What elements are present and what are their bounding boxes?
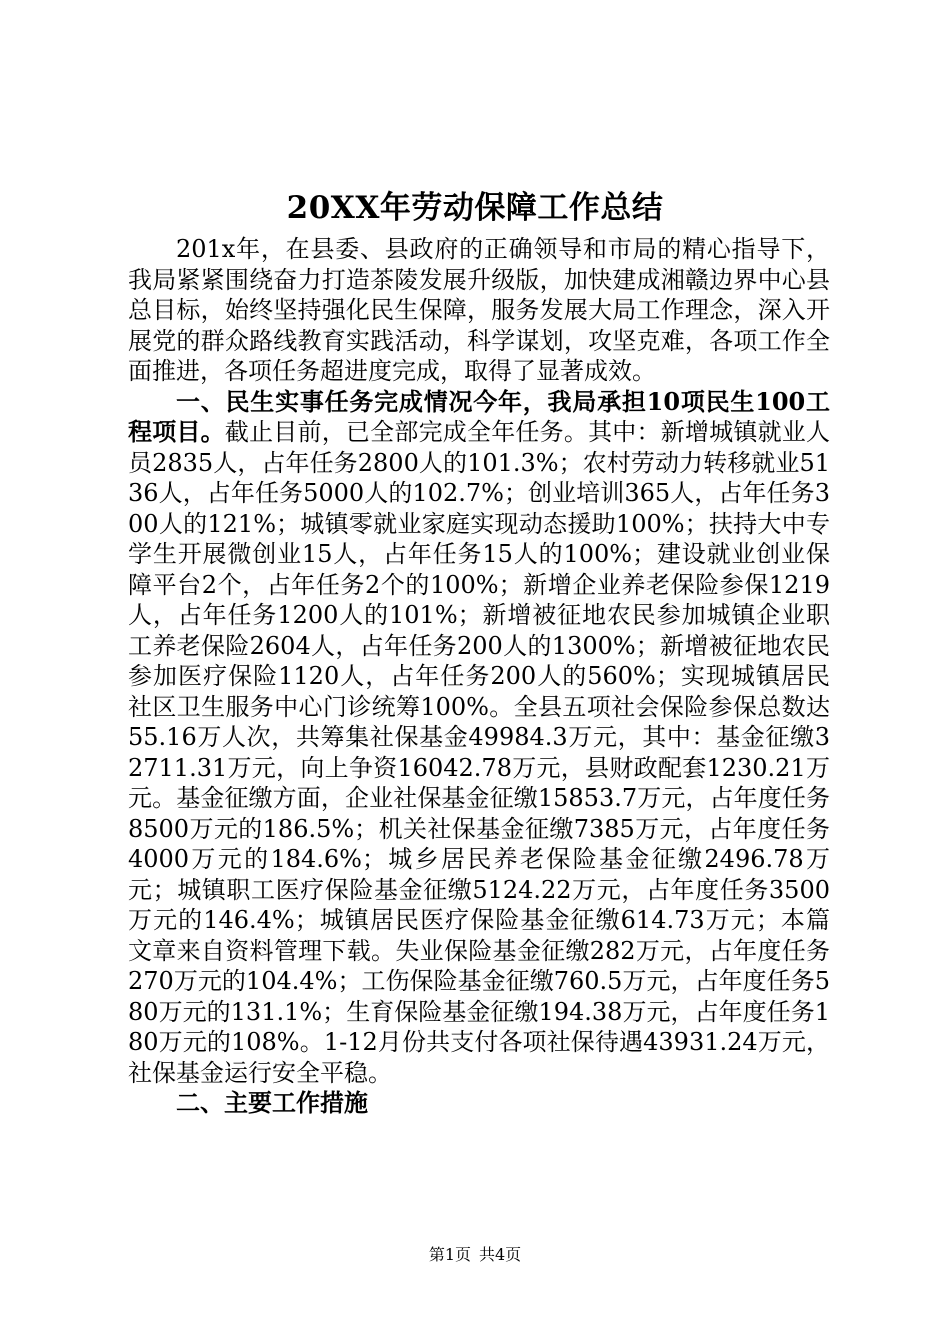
page-footer xyxy=(0,1244,950,1266)
document-body xyxy=(128,234,830,1119)
section1-body: 截止目前，已全部完成全年任务。其中：新增城镇就业人员2835人，占年任务2800人的101.3%；农村劳动力转移就业5136人，占年任务5000人的102.7%；创业培训365人，占年任务300人的121%；城镇零就业家庭实现动态援助100%；扶持大中专学生开展微创业15人，占年任务15人的100%；建设就业创业保障平台2个，占年任务2个的100%；新增企业养老保险参保1219人，占年任务1200人的101%；新增被征地农民参加城镇企业职工养老保险2604人，占年任务200人的1300%；新增被征地农民参加医疗保险1120人，占年任务200人的560%；实现城镇居民社区卫生服务中心门诊统筹100%。全县五项社会保险参保总数达55.16万人次，共筹集社保基金49984.3万元，其中：基金征缴32711.31万元，向上争资16042.78万元，县财政配套1230.21万元。基金征缴方面，企业社保基金征缴15853.7万元，占年度任务8500万元的186.5%；机关社保基金征缴7385万元，占年度任务4000万元的184.6%；城乡居民养老保险基金征缴2496.78万元；城镇职工医疗保险基金征缴5124.22万元，占年度任务3500万元的146.4%；城镇居民医疗保险基金征缴614.73万元；本篇文章来自资料管理下载。失业保险基金征缴282万元，占年度任务270万元的104.4%；工伤保险基金征缴760.5万元，占年度任务580万元的131.1%；生育保险基金征缴194.38万元，占年度任务180万元的108%。1-12月份共支付各项社保待遇43931.24万元，社保基金运行安全平稳。 xyxy=(128,418,831,1087)
section1-paragraph xyxy=(128,387,830,1089)
page-total: 共4页 xyxy=(479,1245,522,1264)
section2-heading: 二、主要工作措施 xyxy=(176,1088,368,1117)
section1-lead: 一、民生实事任务完成情况今年，我局承担10项民生100工程项目。 xyxy=(128,386,830,446)
page-title: 20XX年劳动保障工作总结 xyxy=(286,190,664,226)
intro-paragraph: 201x年，在县委、县政府的正确领导和市局的精心指导下，我局紧紧围绕奋力打造茶陵发展升级版，加快建成湘赣边界中心县总目标，始终坚持强化民生保障，服务发展大局工作理念，深入开展党的群众路线教育实践活动，科学谋划，攻坚克难，各项工作全面推进，各项任务超进度完成，取得了显著成效。 xyxy=(128,235,830,385)
page-number: 第1页 xyxy=(428,1245,471,1264)
